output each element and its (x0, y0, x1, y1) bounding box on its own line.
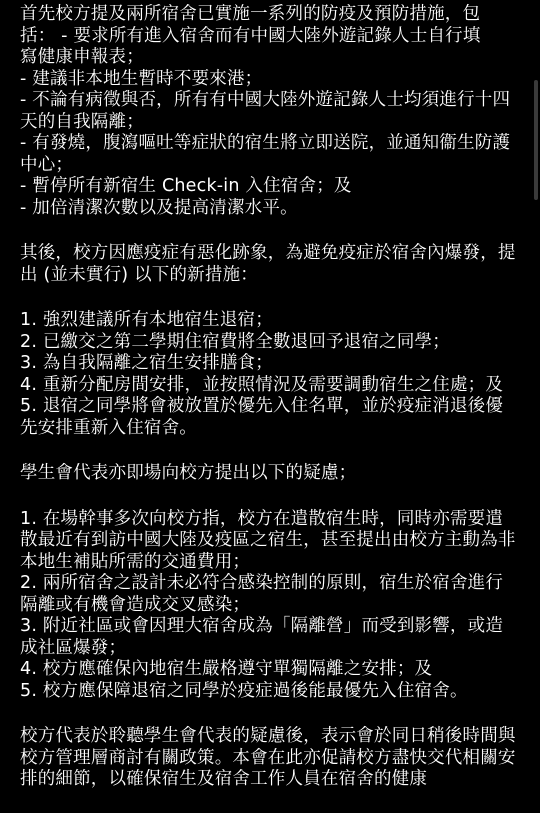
implemented-measure: - 暫停所有新宿生 Check-in 入住宿舍；及 (20, 176, 352, 196)
concerns-list (20, 509, 520, 703)
new-measure: 1. 強烈建議所有本地宿生退宿； (20, 310, 273, 330)
new-measure: 3. 為自我隔離之宿生安排膳食； (20, 353, 273, 373)
implemented-measure: - 有發燒，腹瀉嘔吐等症狀的宿生將立即送院，並通知衞生防護中心； (20, 133, 511, 175)
intro-paragraph (20, 4, 520, 69)
intro-line-2: 括： - 要求所有進入宿舍而有中國大陸外遊記錄人士自行填 (20, 25, 481, 46)
new-measure: 2. 已繳交之第二學期住宿費將全數退回予退宿之同學； (20, 331, 450, 352)
concerns-intro: 學生會代表亦即場向校方提出以下的疑慮； (20, 463, 357, 483)
intro-line-3: 寫健康申報表； (20, 47, 144, 67)
closing-paragraph: 校方代表於聆聽學生會代表的疑慮後，表示會於同日稍後時間與校方管理層商討有關政策。本會在此亦促請校方盡快交代相關安排的細節，以確保宿生及宿舍工作人員在宿舍的健康 (20, 726, 516, 789)
concern-item: 2. 兩所宿舍之設計未必符合感染控制的原則，宿生於宿舍進行隔離或有機會造成交叉感染； (20, 573, 504, 615)
concern-item: 3. 附近社區或會因理大宿舍成為「隔離營」而受到影響，或造成社區爆發； (20, 616, 504, 658)
new-measures-list (20, 310, 520, 439)
implemented-measures-list (20, 69, 520, 220)
scrollbar[interactable] (534, 80, 538, 200)
concern-item: 4. 校方應確保內地宿生嚴格遵守單獨隔離之安排；及 (20, 659, 433, 679)
new-measure: 4. 重新分配房間安排，並按照情況及需要調動宿生之住處；及 (20, 374, 504, 395)
implemented-measure: - 不論有病徵與否，所有有中國大陸外遊記錄人士均須進行十四天的自我隔離； (20, 90, 511, 132)
implemented-measure: - 建議非本地生暫時不要來港； (20, 68, 263, 89)
implemented-measure: - 加倍清潔次數以及提高清潔水平。 (20, 197, 298, 218)
new-measure: 5. 退宿之同學將會被放置於優先入住名單，並於疫症消退後優先安排重新入住宿舍。 (20, 396, 504, 438)
followup-intro: 其後，校方因應疫症有惡化跡象，為避免疫症於宿舍內爆發，提出 (並未實行) 以下的新措施： (20, 243, 516, 285)
concern-item: 1. 在場幹事多次向校方指，校方在遣散宿生時，同時亦需要遣散最近有到訪中國大陸及疫區之宿生，甚至提出由校方主動為非本地生補貼所需的交通費用； (20, 508, 516, 572)
concern-item: 5. 校方應保障退宿之同學於疫症過後能最優先入住宿舍。 (20, 680, 468, 701)
intro-line-1: 首先校方提及兩所宿舍已實施一系列的防疫及預防措施，包 (20, 4, 481, 24)
article-body (20, 4, 520, 791)
